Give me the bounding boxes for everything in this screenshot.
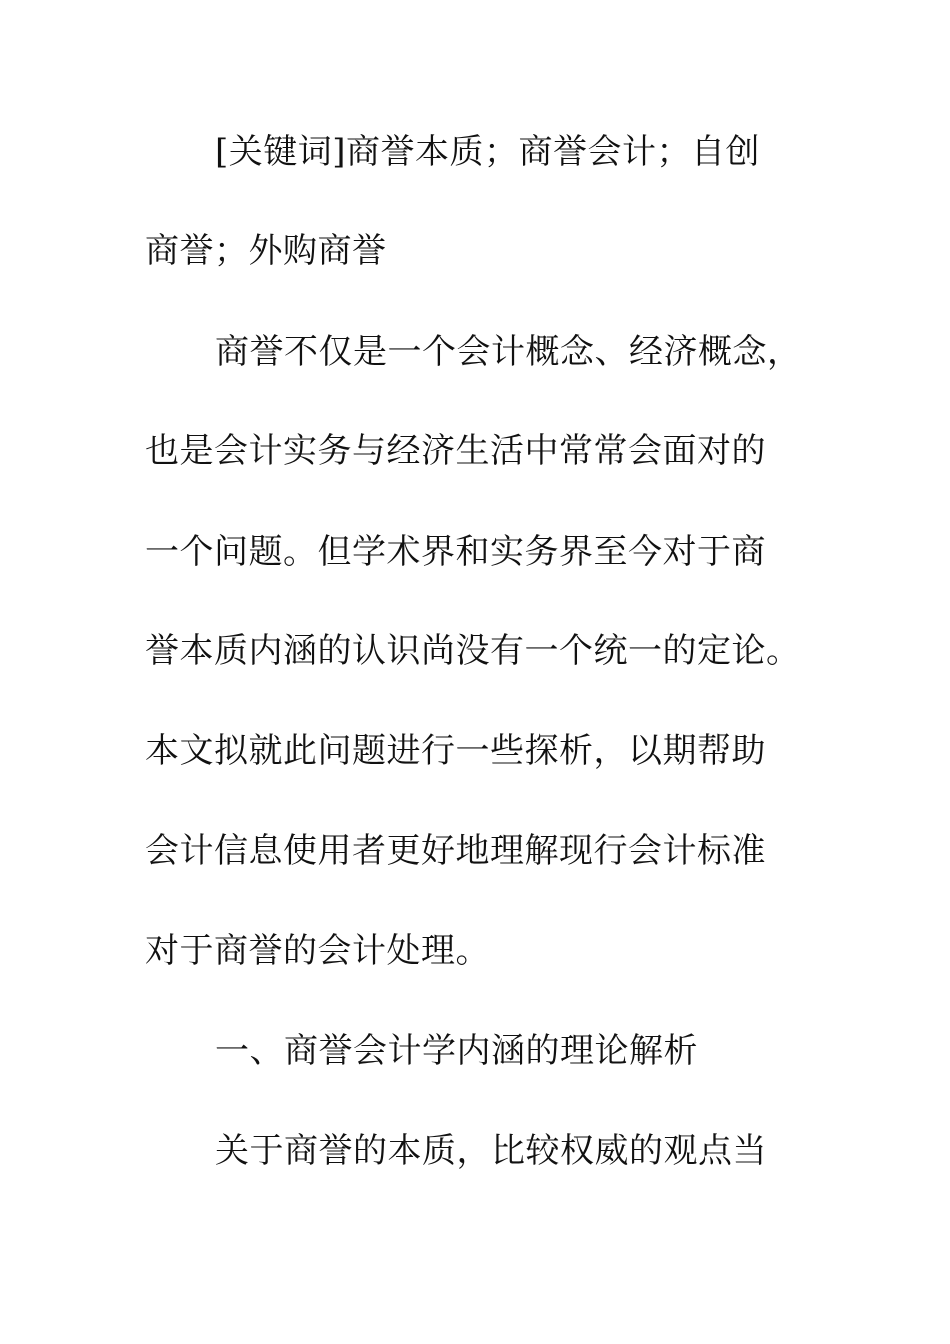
- paragraph-line-8: 关于商誉的本质，比较权威的观点当: [215, 1131, 767, 1171]
- paragraph-line-7: 对于商誉的会计处理。: [145, 931, 490, 971]
- paragraph-line-1: 商誉不仅是一个会计概念、经济概念，: [215, 332, 802, 372]
- keywords-line-2: 商誉；外购商誉: [145, 231, 387, 271]
- keywords-line-1: [关键词]商誉本质；商誉会计；自创: [215, 132, 761, 172]
- paragraph-line-3: 一个问题。但学术界和实务界至今对于商: [145, 532, 766, 572]
- paragraph-line-6: 会计信息使用者更好地理解现行会计标准: [145, 831, 766, 871]
- section-heading: 一、商誉会计学内涵的理论解析: [215, 1031, 698, 1071]
- paragraph-line-4: 誉本质内涵的认识尚没有一个统一的定论。: [145, 631, 801, 671]
- paragraph-line-5: 本文拟就此问题进行一些探析，以期帮助: [145, 731, 766, 771]
- paragraph-line-2: 也是会计实务与经济生活中常常会面对的: [145, 431, 766, 471]
